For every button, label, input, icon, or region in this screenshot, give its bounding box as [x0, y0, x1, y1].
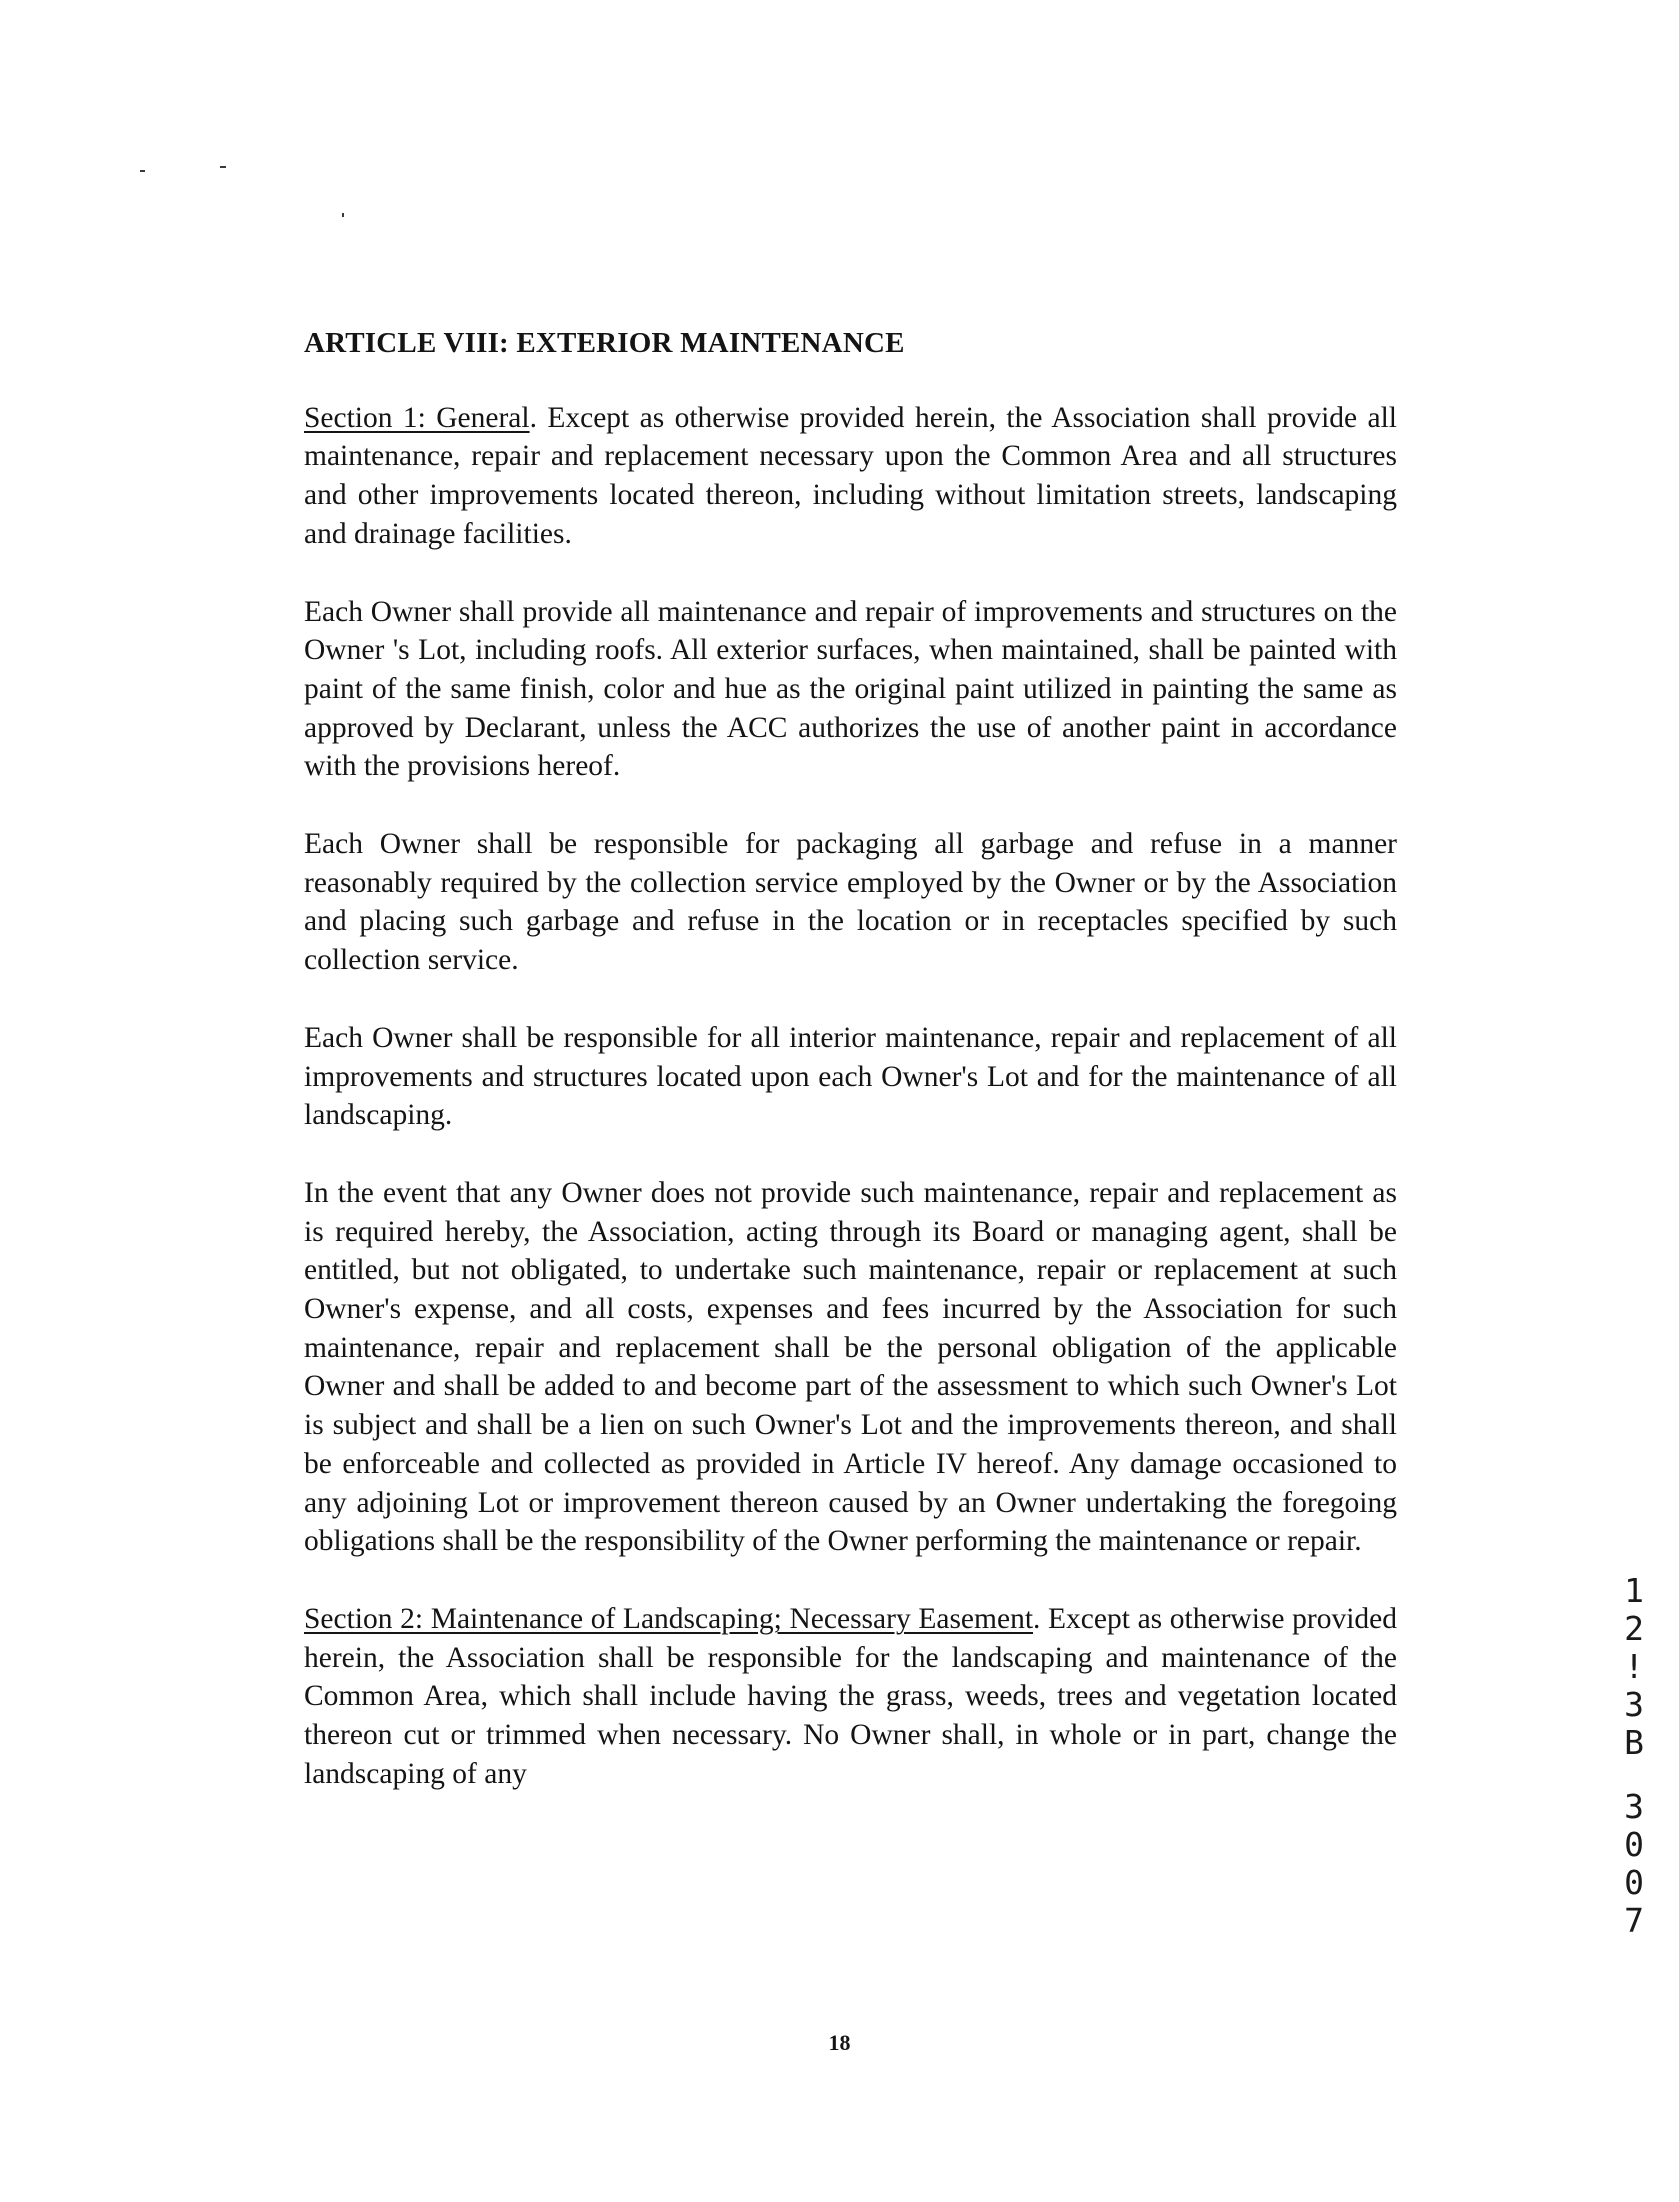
- section-1-paragraph: [304, 399, 1397, 554]
- page-number: 18: [828, 2030, 851, 2055]
- owner-maintenance-paragraph: Each Owner shall provide all maintenance and repair of improvements and structures on the Owner 's Lot, including roofs. All exterior surfaces, when maintained, shall be painted with paint of the same finish, color and hue as the original paint utilized in painting the same as approved by Declarant, unless the ACC authorizes the use of another paint in accordance with the provisions hereof.: [304, 595, 1397, 783]
- scan-speck: [220, 166, 226, 168]
- stamp-gap: [1617, 1762, 1651, 1788]
- scan-speck: [140, 170, 145, 172]
- document-body: [304, 324, 1397, 1833]
- section-2-paragraph: [304, 1600, 1397, 1794]
- stamp-digit: 3: [1624, 1685, 1644, 1724]
- scan-speck: [342, 213, 344, 217]
- stamp-digit: 7: [1624, 1901, 1644, 1940]
- article-heading: ARTICLE VIII: EXTERIOR MAINTENANCE: [304, 327, 905, 359]
- garbage-paragraph: Each Owner shall be responsible for packaging all garbage and refuse in a manner reasonably required by the collection service employed by the Owner or by the Association and placing such garbage and refuse in the location or in receptacles specified by such collection service.: [304, 828, 1397, 977]
- section-2-label: Section 2: Maintenance of Landscaping; Necessary Easement: [304, 1602, 1034, 1635]
- stamp-digit: 0: [1624, 1863, 1644, 1902]
- stamp-digit: 1: [1624, 1571, 1644, 1610]
- section-2-text: . Except as otherwise provided herein, the Association shall be responsible for the landscaping and maintenance of the Common Area, which shall include having the grass, weeds, trees and vegetation located thereon cut or trimmed when necessary. No Owner shall, in whole or in part, change the landscaping of any: [304, 1602, 1397, 1790]
- stamp-digit: B: [1624, 1723, 1644, 1762]
- interior-maintenance-paragraph: Each Owner shall be responsible for all interior maintenance, repair and replacement of all improvements and structures located upon each Owner's Lot and for the maintenance of all landscaping.: [304, 1021, 1397, 1132]
- section-1-label: Section 1: General: [304, 401, 530, 434]
- stamp-digit: !: [1624, 1647, 1644, 1686]
- stamp-digit: 0: [1624, 1825, 1644, 1864]
- stamp-digit: 3: [1624, 1787, 1644, 1826]
- failure-to-maintain-paragraph: In the event that any Owner does not provide such maintenance, repair and replacement as is required hereby, the Association, acting through its Board or managing agent, shall be entitled, but not obligated, to undertake such maintenance, repair or replacement at such Owner's expense, and all costs, expenses and fees incurred by the Association for such maintenance, repair and replacement shall be the personal obligation of the applicable Owner and shall be added to and become part of the assessment to which such Owner's Lot is subject and shall be a lien on such Owner's Lot and the improvements thereon, and shall be enforceable and collected as provided in Article IV hereof. Any damage occasioned to any adjoining Lot or improvement thereon caused by an Owner undertaking the foregoing obligations shall be the responsibility of the Owner performing the maintenance or repair.: [304, 1176, 1397, 1558]
- recording-stamp: [1617, 1572, 1651, 1940]
- section-1-text: . Except as otherwise provided herein, the Association shall provide all maintenance, repair and replacement necessary upon the Common Area and all structures and other improvements located thereon, including without limitation streets, landscaping and drainage facilities.: [304, 401, 1397, 550]
- stamp-digit: 2: [1624, 1609, 1644, 1648]
